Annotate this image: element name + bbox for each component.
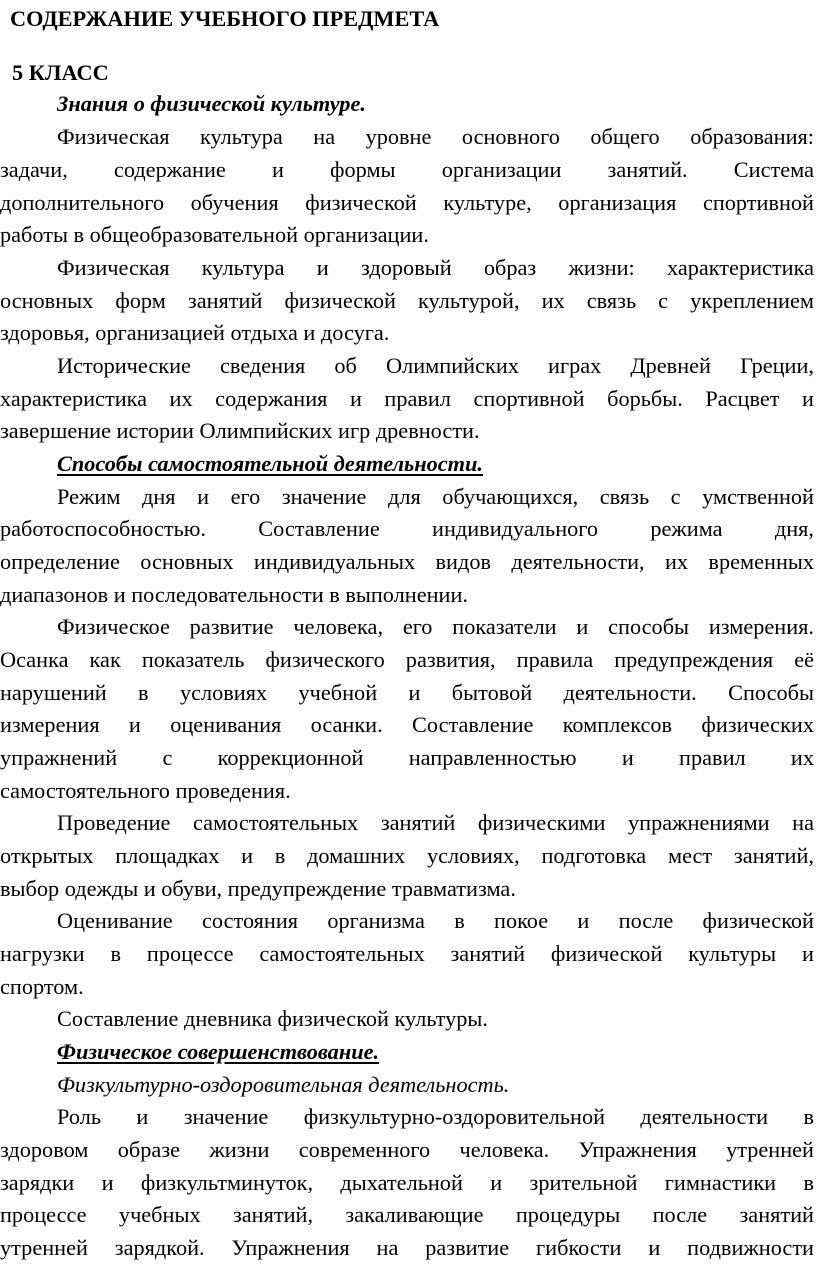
text-line: работоспособностью. Составление индивидуального режима дня, xyxy=(0,516,814,541)
text-line: диапазонов и последовательности в выполнении. xyxy=(0,582,468,607)
text-line: нагрузки в процессе самостоятельных занятий физической культуры и xyxy=(0,941,814,966)
text-line: Осанка как показатель физического развития, правила предупреждения её xyxy=(0,647,814,672)
section-title-fitness: Физкультурно-оздоровительная деятельность. xyxy=(57,1072,510,1097)
text-line: определение основных индивидуальных видов деятельности, их временных xyxy=(0,549,814,574)
text-line: утренней зарядкой. Упражнения на развитие гибкости и подвижности xyxy=(0,1235,814,1260)
text-line: Роль и значение физкультурно-оздоровительной деятельности в xyxy=(57,1104,814,1129)
text-line: дополнительного обучения физической культуре, организация спортивной xyxy=(0,190,814,215)
text-line: характеристика их содержания и правил спортивной борьбы. Расцвет и xyxy=(0,386,814,411)
grade-heading: 5 КЛАСС xyxy=(12,60,109,85)
text-line: нарушений в условиях учебной и бытовой деятельности. Способы xyxy=(0,680,814,705)
text-line: самостоятельного проведения. xyxy=(0,778,291,803)
text-line: здоровья, организацией отдыха и досуга. xyxy=(0,320,390,345)
text-line: выбор одежды и обуви, предупреждение травматизма. xyxy=(0,876,516,901)
text-line: зарядки и физкультминуток, дыхательной и зрительной гимнастики в xyxy=(0,1170,814,1195)
text-line: задачи, содержание и формы организации занятий. Система xyxy=(0,157,814,182)
text-line: основных форм занятий физической культурой, их связь с укреплением xyxy=(0,288,814,313)
text-line: открытых площадках и в домашних условиях, подготовка мест занятий, xyxy=(0,843,814,868)
text-line: работы в общеобразовательной организации. xyxy=(0,222,429,247)
section-title-independent: Способы самостоятельной деятельности. xyxy=(57,451,483,476)
text-line: измерения и оценивания осанки. Составление комплексов физических xyxy=(0,712,814,737)
text-line: процессе учебных занятий, закаливающие процедуры после занятий xyxy=(0,1202,814,1227)
text-line: Физическая культура на уровне основного общего образования: xyxy=(57,124,814,149)
text-line: Исторические сведения об Олимпийских играх Древней Греции, xyxy=(57,353,814,378)
text-line: Режим дня и его значение для обучающихся, связь с умственной xyxy=(57,484,814,509)
text-line: спортом. xyxy=(0,974,84,999)
text-line: Физическое развитие человека, его показатели и способы измерения. xyxy=(57,614,814,639)
text-line: Физическая культура и здоровый образ жизни: характеристика xyxy=(57,255,814,280)
text-line: Оценивание состояния организма в покое и после физической xyxy=(57,908,814,933)
page-heading: СОДЕРЖАНИЕ УЧЕБНОГО ПРЕДМЕТА xyxy=(10,6,440,31)
section-title-improvement: Физическое совершенствование. xyxy=(57,1039,380,1064)
text-line: упражнений с коррекционной направленностью и правил их xyxy=(0,745,814,770)
section-title-knowledge: Знания о физической культуре. xyxy=(57,91,366,116)
text-line: Составление дневника физической культуры. xyxy=(57,1006,488,1031)
text-line: Проведение самостоятельных занятий физическими упражнениями на xyxy=(57,810,814,835)
text-line: завершение истории Олимпийских игр древности. xyxy=(0,418,480,443)
text-line: здоровом образе жизни современного человека. Упражнения утренней xyxy=(0,1137,814,1162)
